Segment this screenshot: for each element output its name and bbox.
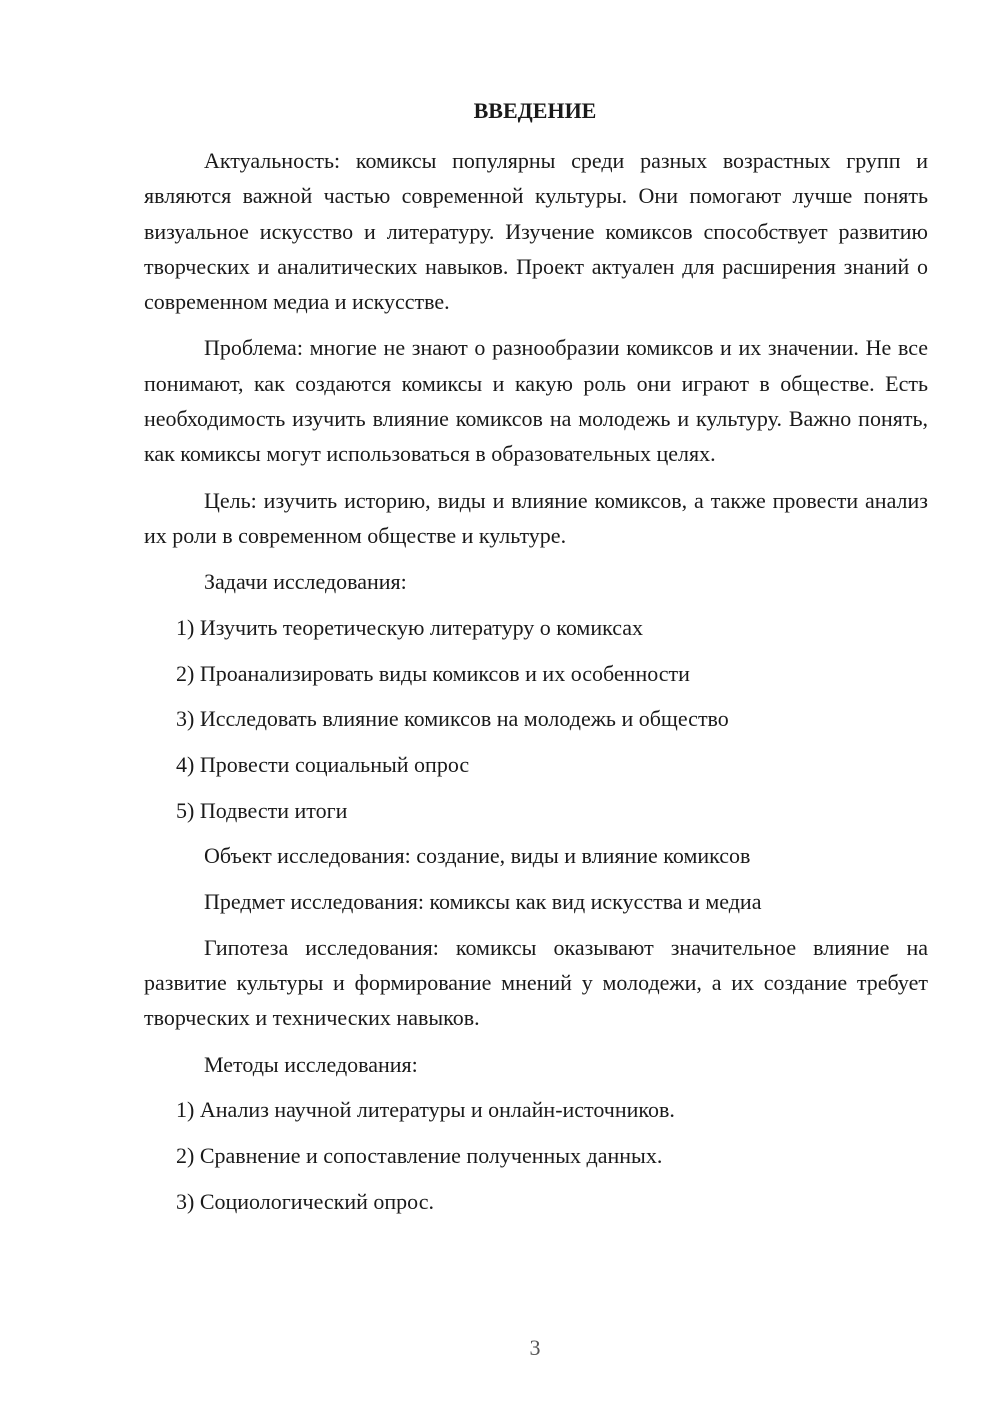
page-number: 3: [529, 1335, 541, 1360]
task-item: 4) Провести социальный опрос: [176, 752, 470, 778]
subject-line: Предмет исследования: комиксы как вид искусства и медиа: [204, 889, 762, 915]
task-item: 2) Проанализировать виды комиксов и их особенности: [176, 660, 690, 686]
hypothesis-paragraph: Гипотеза исследования: комиксы оказывают значительное влияние на развитие культуры и формирование мнений у молодежи, а их создание требует творческих и технических навыков.: [144, 934, 928, 1031]
method-item: 1) Анализ научной литературы и онлайн-источников.: [176, 1097, 675, 1123]
task-item: 3) Исследовать влияние комиксов на молодежь и общество: [176, 706, 729, 732]
page-body: [144, 143, 928, 1229]
methods-heading: Методы исследования:: [204, 1051, 418, 1077]
object-line: Объект исследования: создание, виды и влияние комиксов: [204, 843, 751, 869]
problem-paragraph: Проблема: многие не знают о разнообразии комиксов и их значении. Не все понимают, как создаются комиксы и какую роль они играют в обществе. Есть необходимость изучить влияние комиксов на молодежь и культуру. Важно понять, как комиксы могут использоваться в образовательных целях.: [144, 335, 928, 467]
goal-paragraph: Цель: изучить историю, виды и влияние комиксов, а также провести анализ их роли в современном обществе и культуре.: [144, 487, 928, 548]
method-item: 2) Сравнение и сопоставление полученных данных.: [176, 1143, 663, 1169]
section-title: ВВЕДЕНИЕ: [473, 98, 597, 123]
task-item: 5) Подвести итоги: [176, 797, 348, 823]
relevance-paragraph: Актуальность: комиксы популярны среди разных возрастных групп и являются важной частью современной культуры. Они помогают лучше понять визуальное искусство и литературу. Изучение комиксов способствует развитию творческих и аналитических навыков. Проект актуален для расширения знаний о современном медиа и искусстве.: [144, 148, 928, 315]
tasks-heading: Задачи исследования:: [204, 569, 407, 595]
task-item: 1) Изучить теоретическую литературу о комиксах: [176, 614, 644, 640]
method-item: 3) Социологический опрос.: [176, 1188, 434, 1214]
